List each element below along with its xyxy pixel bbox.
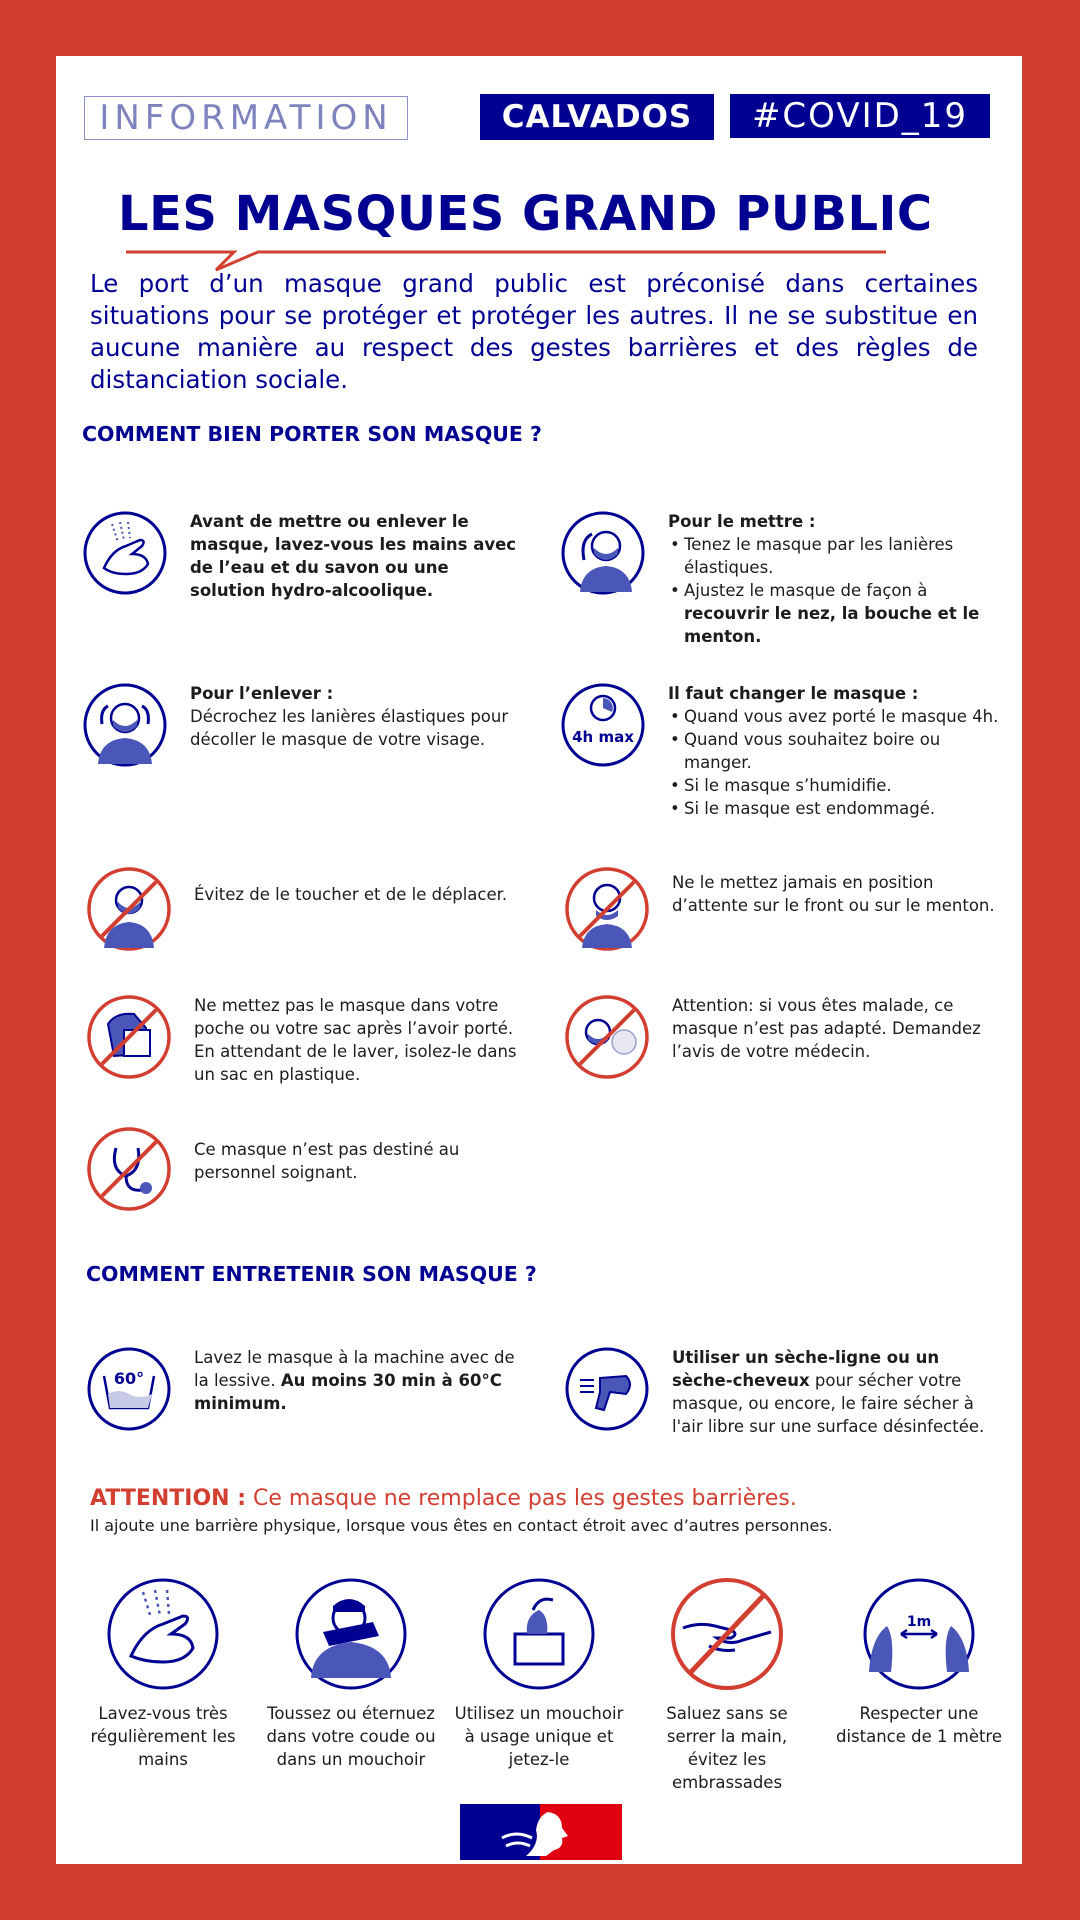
put-on-bullet-1: • Tenez le masque par les lanières élastiques. <box>668 533 1000 579</box>
attention-text: Ce masque ne remplace pas les gestes barrières. <box>246 1486 797 1511</box>
sick-text: Attention: si vous êtes malade, ce masque n’est pas adapté. Demandez l’avis de votre médecin. <box>672 996 981 1061</box>
marianne-profile-icon <box>496 1808 586 1858</box>
no-wait-text: Ne le mettez jamais en position d’attente sur le front ou sur le menton. <box>672 873 995 915</box>
attention-label: ATTENTION : <box>90 1486 247 1511</box>
gesture-no-handshake <box>642 1576 812 1794</box>
change-bullet-2: • Quand vous souhaitez boire ou manger. <box>668 728 1000 774</box>
no-touch-text: Évitez de le toucher et de le déplacer. <box>194 884 508 904</box>
section-heading-care: COMMENT ENTRETENIR SON MASQUE ? <box>86 1262 537 1286</box>
covid-hashtag-badge: #COVID_19 <box>730 94 990 138</box>
temperature-label: 60° <box>113 1369 145 1388</box>
machine-wash-pre: Lavez le masque à la machine avec de la lessive. <box>194 1348 515 1390</box>
change-title: Il faut changer le masque : <box>668 684 919 703</box>
gesture-caption: Saluez sans se serrer la main, évitez les embrassades <box>666 1704 788 1792</box>
put-on-bullet-2-bold: recouvrir le nez, la bouche et le menton. <box>684 604 980 646</box>
item-remove <box>82 682 522 768</box>
page-title: LES MASQUES GRAND PUBLIC <box>118 186 933 242</box>
section-heading-wear: COMMENT BIEN PORTER SON MASQUE ? <box>82 422 542 446</box>
machine-wash-text <box>194 1346 526 1415</box>
dry-text <box>672 1346 1004 1438</box>
distance-icon <box>861 1576 977 1692</box>
dry-rest: pour sécher votre masque, ou encore, le faire sécher à l'air libre sur une surface désinfectée. <box>672 1371 985 1436</box>
republic-logo <box>452 1798 630 1864</box>
change-bullet-4: • Si le masque est endommagé. <box>668 797 1000 820</box>
gesture-caption: Toussez ou éternuez dans votre coude ou dans un mouchoir <box>266 1704 436 1769</box>
gesture-caption: Utilisez un mouchoir à usage unique et jetez-le <box>454 1704 624 1769</box>
item-sick <box>564 994 1004 1080</box>
gesture-wash-hands <box>78 1576 248 1771</box>
item-put-on <box>560 510 1000 648</box>
mask-remove-icon <box>82 682 168 768</box>
machine-wash-bold: Au moins 30 min à 60°C minimum. <box>194 1371 502 1413</box>
intro-paragraph: Le port d’un masque grand public est préconisé dans certaines situations pour se protéger et protéger les autres. Il ne se substitue en aucune manière au respect des gestes barrières et des règles de distanciation sociale. <box>90 269 978 394</box>
item-no-wait <box>564 866 1004 952</box>
gesture-caption: Respecter une distance de 1 mètre <box>835 1704 1003 1746</box>
sick-virus-icon <box>564 994 650 1080</box>
item-no-pocket <box>86 994 536 1086</box>
put-on-text <box>668 510 1000 648</box>
gesture-tissue <box>454 1576 624 1771</box>
no-pocket-text: Ne mettez pas le masque dans votre poche ou votre sac après l’avoir porté. En attendant de le laver, isolez-le dans un sac en plastique. <box>194 996 517 1084</box>
item-machine-wash <box>86 1346 526 1432</box>
change-bullet-3: • Si le masque s’humidifie. <box>668 774 1000 797</box>
calvados-badge: CALVADOS <box>480 94 714 140</box>
not-medical-text: Ce masque n’est pas destiné au personnel soignant. <box>194 1140 460 1182</box>
put-on-bullet-2 <box>668 579 1000 648</box>
gesture-caption: Lavez-vous très régulièrement les mains <box>90 1704 236 1769</box>
remove-body: Décrochez les lanières élastiques pour décoller le masque de votre visage. <box>190 707 509 749</box>
cough-elbow-icon <box>293 1576 409 1692</box>
no-touch-face-icon <box>86 866 172 952</box>
no-mask-chin-icon <box>564 866 650 952</box>
dry-bold: Utiliser un sèche-ligne ou un sèche-cheveux <box>672 1348 940 1390</box>
item-not-medical <box>86 1126 526 1212</box>
wash-hands-text: Avant de mettre ou enlever le masque, lavez-vous les mains avec de l’eau et du savon ou une solution hydro-alcoolique. <box>190 512 517 600</box>
timer-label: 4h max <box>572 728 634 746</box>
hair-dryer-icon <box>564 1346 650 1432</box>
mask-put-on-icon <box>560 510 646 596</box>
timer-icon <box>560 682 646 768</box>
poster-sheet <box>56 56 1022 1864</box>
put-on-bullet-2-text: Ajustez le masque de façon à <box>684 581 928 600</box>
handwash-icon <box>82 510 168 596</box>
put-on-title: Pour le mettre : <box>668 512 816 531</box>
handwash-icon <box>105 1576 221 1692</box>
remove-text <box>190 682 522 751</box>
change-bullet-1: • Quand vous avez porté le masque 4h. <box>668 705 1000 728</box>
tissue-box-icon <box>481 1576 597 1692</box>
change-text <box>668 682 1000 820</box>
no-pocket-icon <box>86 994 172 1080</box>
gesture-distance <box>834 1576 1004 1748</box>
distance-label: 1m <box>906 1614 932 1630</box>
attention-subtext: Il ajoute une barrière physique, lorsque vous êtes en contact étroit avec d’autres personnes. <box>90 1516 833 1535</box>
item-no-touch <box>86 866 526 952</box>
item-dry <box>564 1346 1004 1438</box>
item-change <box>560 682 1000 820</box>
attention-banner <box>90 1486 797 1511</box>
item-wash-hands <box>82 510 522 602</box>
gesture-cough-elbow <box>266 1576 436 1771</box>
washing-60-icon <box>86 1346 172 1432</box>
remove-title: Pour l’enlever : <box>190 684 334 703</box>
no-handshake-icon <box>669 1576 785 1692</box>
information-label: INFORMATION <box>84 96 408 140</box>
no-stethoscope-icon <box>86 1126 172 1212</box>
